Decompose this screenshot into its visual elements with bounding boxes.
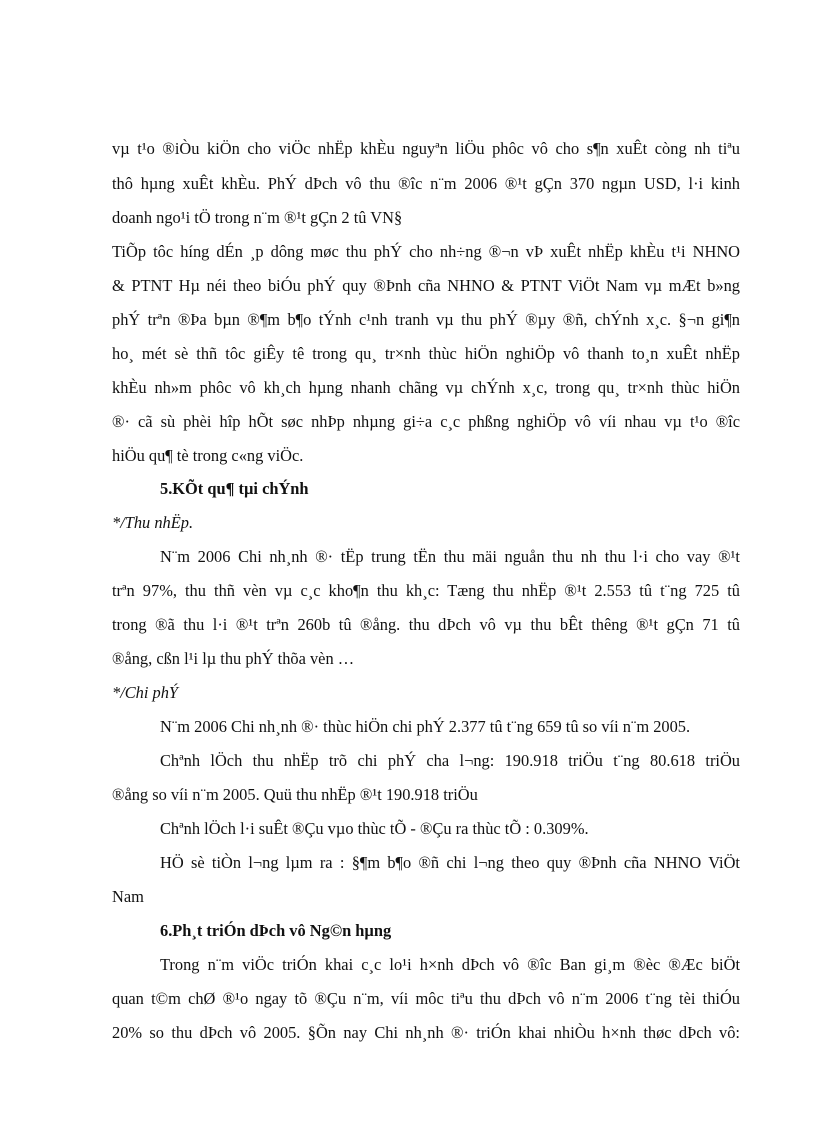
paragraph-line: Trong n¨m viÖc triÓn khai c¸c lo¹i h×nh dÞch vô ®îc Ban gi¸m ®èc ®Æc biÖt bbox=[160, 955, 740, 974]
paragraph-line: thô hµng xuÊt khÈu. PhÝ dÞch vô thu ®îc n¨m 2006 ®¹t gÇn 370 ngµn USD, l·i kinh bbox=[112, 174, 740, 193]
paragraph-line: ho¸ mét sè thñ tôc giÊy tê trong qu¸ tr×nh thùc hiÖn nghiÖp vô thanh to¸n xuÊt nhËp bbox=[112, 344, 740, 363]
section-heading-bank-services: 6.Ph¸t triÓn dÞch vô Ng©n hµng bbox=[160, 921, 392, 940]
paragraph-line: N¨m 2006 Chi nh¸nh ®· thùc hiÖn chi phÝ 2.377 tû t¨ng 659 tû so víi n¨m 2005. bbox=[160, 717, 691, 736]
paragraph-line: ®ång, cßn l¹i lµ thu phÝ thõa vèn … bbox=[112, 649, 355, 668]
paragraph-line: vµ t¹o ®iÒu kiÖn cho viÖc nhËp khÈu nguyªn liÖu phôc vô cho s¶n xuÊt còng nh tiªu bbox=[112, 139, 740, 158]
paragraph-line: Nam bbox=[112, 887, 144, 906]
paragraph-line: Chªnh lÖch thu nhËp trõ chi phÝ cha l¬ng: 190.918 triÖu t¨ng 80.618 triÖu bbox=[160, 751, 740, 770]
paragraph-line: TiÕp tôc híng dÉn ¸p dông møc thu phÝ cho nh÷ng ®¬n vÞ xuÊt nhËp khÈu t¹i NHNO bbox=[112, 242, 740, 261]
paragraph-line: HÖ sè tiÒn l¬ng lµm ra : §¶m b¶o ®ñ chi l¬ng theo quy ®Þnh cña NHNO ViÖt bbox=[160, 853, 740, 872]
paragraph-line: trong ®ã thu l·i ®¹t trªn 260b tû ®ång. thu dÞch vô vµ thu bÊt thêng ®¹t gÇn 71 tû bbox=[112, 615, 740, 634]
paragraph-line: doanh ngo¹i tÖ trong n¨m ®¹t gÇn 2 tû VN§ bbox=[112, 208, 403, 227]
paragraph-line: & PTNT Hµ néi theo biÓu phÝ quy ®Þnh cña NHNO & PTNT ViÖt Nam vµ mÆt b»ng bbox=[112, 276, 740, 295]
subheading-expense: */Chi phÝ bbox=[112, 683, 179, 702]
paragraph-line: ®· cã sù phèi hîp hÕt søc nhÞp nhµng gi÷a c¸c phßng nghiÖp vô víi nhau vµ t¹o ®îc bbox=[112, 412, 740, 431]
section-heading-financial-results: 5.KÕt qu¶ tµi chÝnh bbox=[160, 479, 309, 498]
paragraph-line: trªn 97%, thu thñ vèn vµ c¸c kho¶n thu kh¸c: Tæng thu nhËp ®¹t 2.553 tû t¨ng 725 tû bbox=[112, 581, 740, 600]
subheading-income: */Thu nhËp. bbox=[112, 513, 194, 532]
paragraph-line: 20% so thu dÞch vô 2005. §Õn nay Chi nh¸nh ®· triÓn khai nhiÒu h×nh thøc dÞch vô: bbox=[112, 1023, 740, 1042]
paragraph-line: N¨m 2006 Chi nh¸nh ®· tËp trung tËn thu mäi nguån thu nh thu l·i cho vay ®¹t bbox=[160, 547, 740, 566]
paragraph-line: Chªnh lÖch l·i suÊt ®Çu vµo thùc tÕ - ®Çu ra thùc tÕ : 0.309%. bbox=[160, 819, 589, 838]
paragraph-line: khÈu nh»m phôc vô kh¸ch hµng nhanh chãng vµ chÝnh x¸c, trong qu¸ tr×nh thùc hiÖn bbox=[112, 378, 740, 397]
paragraph-line: ®ång so víi n¨m 2005. Quü thu nhËp ®¹t 190.918 triÖu bbox=[112, 785, 478, 804]
paragraph-line: phÝ trªn ®Þa bµn ®¶m b¶o tÝnh c¹nh tranh vµ thu phÝ ®µy ®ñ, chÝnh x¸c. §¬n gi¶n bbox=[112, 310, 740, 329]
paragraph-line: quan t©m chØ ®¹o ngay tõ ®Çu n¨m, víi môc tiªu thu dÞch vô n¨m 2006 t¨ng tèi thiÓu bbox=[112, 989, 740, 1008]
paragraph-line: hiÖu qu¶ tè trong c«ng viÖc. bbox=[112, 446, 304, 465]
